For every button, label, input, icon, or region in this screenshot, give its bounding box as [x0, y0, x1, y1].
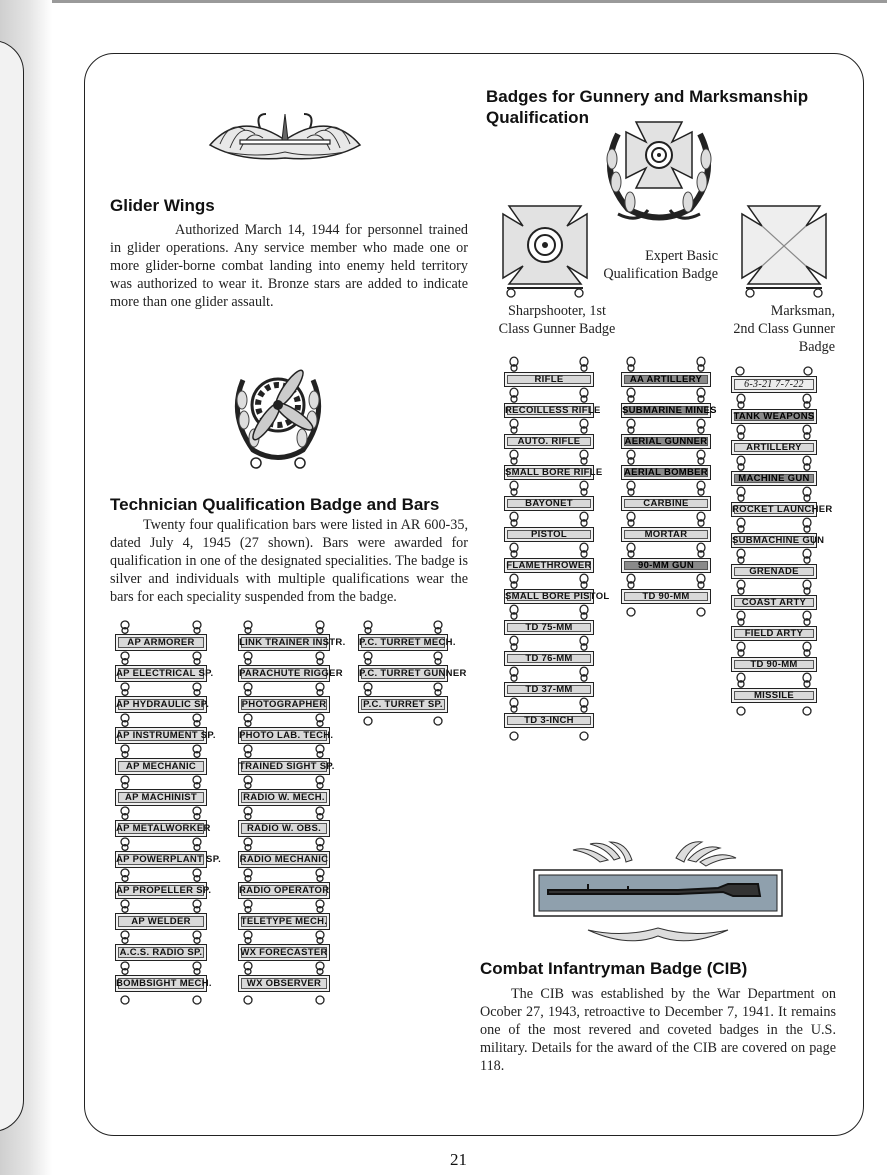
- qualification-bar-unit: [115, 775, 207, 806]
- chain-link-icon: [731, 548, 817, 564]
- qualification-bar-unit: [504, 666, 594, 697]
- page-number: 21: [450, 1150, 467, 1169]
- chain-link-icon: [115, 930, 207, 944]
- qualification-bar-unit: [238, 620, 346, 651]
- chain-link-icon: [238, 837, 330, 851]
- chain-link-icon: [504, 697, 594, 713]
- qualification-bar-unit: [504, 387, 601, 418]
- qualification-bar: SUBMARINE MINES: [622, 405, 717, 416]
- qualification-bar: RADIO W. OBS.: [238, 820, 330, 837]
- sharpshooter-badge-icon: [497, 200, 593, 300]
- qualification-bar-unit: [504, 542, 594, 573]
- qualification-bar: TELETYPE MECH.: [238, 913, 330, 930]
- qualification-bar: TANK WEAPONS: [731, 409, 817, 424]
- chain-link-icon: [238, 961, 330, 975]
- qualification-bar-unit: [504, 418, 594, 449]
- qualification-bar: PISTOL: [504, 527, 594, 542]
- qualification-bar: PHOTO LAB. TECH.: [238, 727, 330, 744]
- marksman-caption-line2: 2nd Class Gunner: [733, 321, 835, 337]
- qualification-bar-unit: [504, 573, 610, 604]
- chain-end-icon: [358, 713, 448, 723]
- marksman-caption-line3: Badge: [798, 339, 835, 355]
- qualification-bar-unit: [238, 806, 330, 837]
- chain-end-icon: [115, 992, 207, 1002]
- chain-link-icon: [115, 713, 207, 727]
- weapon-bars-column-3: [731, 393, 833, 713]
- chain-link-icon: [115, 775, 207, 789]
- qualification-bar: RADIO MECHANIC: [238, 851, 330, 868]
- qualification-bar: 90-MM GUN: [621, 558, 711, 573]
- marksman-caption-line1: Marksman,: [770, 303, 835, 319]
- qualification-bar-unit: [238, 930, 330, 961]
- qualification-bar-unit: [238, 868, 330, 899]
- qualification-bar-unit: [621, 542, 711, 573]
- qualification-bar: BOMBSIGHT MECH.: [115, 975, 207, 992]
- chain-link-icon: [621, 449, 711, 465]
- qualification-bar-unit: [731, 486, 833, 517]
- chain-link-icon: [731, 579, 817, 595]
- chain-link-icon: [115, 744, 207, 758]
- qualification-bar-unit: [621, 449, 711, 480]
- chain-link-icon: [238, 713, 330, 727]
- qualification-bar-unit: [238, 899, 330, 930]
- chain-link-icon: [115, 651, 207, 665]
- chain-link-icon: [238, 868, 330, 882]
- qualification-bar: P.C. TURRET MECH.: [358, 634, 448, 651]
- chain-link-icon: [504, 573, 594, 589]
- qualification-bar: TD 76-MM: [504, 651, 594, 666]
- weapon-date-bar: 6-3-21 7-7-22: [731, 376, 817, 393]
- sharpshooter-caption: [482, 302, 632, 338]
- qualification-bar-unit: [504, 697, 594, 728]
- cib-badge-icon: [528, 840, 788, 950]
- technician-text: Twenty four qualification bars were listed in AR 600-35, dated July 4, 1945 (27 shown). Bars were awarded for qualification in one of the designated specialities. The badge is silver and individuals with multiple qualifications wear the bars for each speciality suspended from the badge.: [110, 517, 468, 605]
- chain-link-icon: [504, 356, 594, 372]
- marksman-caption: [705, 302, 835, 356]
- chain-link-icon: [731, 393, 817, 409]
- qualification-bar: AA ARTILLERY: [621, 372, 711, 387]
- qualification-bar-unit: [238, 961, 330, 992]
- glider-wings-text: Authorized March 14, 1944 for personnel trained in glider operations. Any service member who made one or more glider-borne combat landing into enemy held territory was authorized to wear it. Bronze stars are added to indicate more than one glider assault.: [110, 222, 468, 310]
- qualification-bar-unit: [504, 480, 594, 511]
- glider-wings-title: Glider Wings: [110, 196, 215, 215]
- qualification-bar: TD 75-MM: [504, 620, 594, 635]
- qualification-bar: BAYONET: [504, 496, 594, 511]
- qualification-bar-unit: [731, 579, 817, 610]
- chain-link-icon: [115, 806, 207, 820]
- qualification-bar: COAST ARTY: [731, 595, 817, 610]
- qualification-bar-unit: [621, 480, 711, 511]
- qualification-bar: FIELD ARTY: [731, 626, 817, 641]
- qualification-bar: TD 37-MM: [504, 682, 594, 697]
- qualification-bar-unit: [115, 806, 211, 837]
- qualification-bar: GRENADE: [731, 564, 817, 579]
- chain-link-icon: [358, 620, 448, 634]
- qualification-bar: PARACHUTE RIGGER: [238, 665, 330, 682]
- gunnery-title-line1: Badges for Gunnery and Marksmanship: [486, 87, 809, 106]
- facing-page-edge: [0, 40, 24, 1132]
- qualification-bar: AP POWERPLANT SP.: [115, 851, 207, 868]
- chain-link-icon: [731, 424, 817, 440]
- qualification-bar-unit: [115, 682, 210, 713]
- qualification-bar-unit: [504, 356, 594, 387]
- qualification-bar: MISSILE: [731, 688, 817, 703]
- chain-link-icon: [731, 641, 817, 657]
- qualification-bar-unit: [621, 418, 711, 449]
- qualification-bar-unit: [621, 387, 717, 418]
- qualification-bar: WX OBSERVER: [238, 975, 330, 992]
- qualification-bar-unit: [731, 548, 817, 579]
- chain-link-icon: [115, 868, 207, 882]
- qualification-bar: RADIO W. MECH.: [238, 789, 330, 806]
- chain-link-icon: [504, 387, 594, 403]
- qualification-bar: AP ELECTRICAL SP.: [115, 665, 207, 682]
- qualification-bar: RADIO OPERATOR: [238, 882, 330, 899]
- qualification-bar-unit: [115, 651, 214, 682]
- qualification-bar-unit: [115, 930, 207, 961]
- chain-link-icon: [621, 418, 711, 434]
- chain-end-icon: [504, 728, 594, 738]
- chain-link-icon: [731, 610, 817, 626]
- qualification-bar: ROCKET LAUNCHER: [732, 504, 833, 515]
- top-rule: [52, 0, 887, 3]
- qualification-bar: SMALL BORE RIFLE: [505, 467, 603, 478]
- cib-title: Combat Infantryman Badge (CIB): [480, 959, 748, 978]
- qualification-bar: TRAINED SIGHT SP.: [238, 758, 330, 775]
- qualification-bar: RIFLE: [504, 372, 594, 387]
- qualification-bar-unit: [115, 899, 207, 930]
- chain-link-icon: [504, 635, 594, 651]
- qualification-bar: A.C.S. RADIO SP.: [115, 944, 207, 961]
- qualification-bar: SMALL BORE PISTOL: [505, 591, 610, 602]
- chain-link-icon: [731, 486, 817, 502]
- chain-link-icon: [115, 620, 207, 634]
- qualification-bar-unit: [238, 744, 335, 775]
- marksman-badge-icon: [736, 200, 832, 300]
- qualification-bar-unit: [731, 610, 817, 641]
- qualification-bar-unit: [115, 868, 212, 899]
- chain-end-icon: [238, 992, 330, 1002]
- qualification-bar-unit: [115, 713, 216, 744]
- technician-badge-icon: [228, 355, 328, 470]
- chain-link-icon: [504, 480, 594, 496]
- qualification-bar-unit: [115, 744, 207, 775]
- chain-link-icon: [621, 480, 711, 496]
- qualification-bar: AP INSTRUMENT SP.: [115, 727, 207, 744]
- qualification-bar-unit: [621, 573, 711, 604]
- weapon-bars-column-3-header: [731, 366, 817, 393]
- expert-caption-line2: Qualification Badge: [603, 266, 718, 282]
- qualification-bar-unit: [731, 424, 817, 455]
- tech-bars-column-3: [358, 620, 467, 723]
- qualification-bar: AERIAL BOMBER: [621, 465, 711, 480]
- qualification-bar-unit: [238, 713, 334, 744]
- qualification-bar-unit: [504, 604, 594, 635]
- chain-end-icon: [731, 703, 817, 713]
- qualification-bar-unit: [115, 837, 222, 868]
- qualification-bar: AP ARMORER: [115, 634, 207, 651]
- qualification-bar-unit: [504, 449, 603, 480]
- qualification-bar: AP HYDRAULIC SP.: [115, 696, 207, 713]
- weapon-bars-column-1: [504, 356, 610, 738]
- chain-link-icon: [115, 961, 207, 975]
- qualification-bar: TD 90-MM: [731, 657, 817, 672]
- sharpshooter-caption-line1: Sharpshooter, 1st: [508, 303, 606, 319]
- qualification-bar-unit: [621, 356, 711, 387]
- qualification-bar: RECOILLESS RIFLE: [505, 405, 601, 416]
- qualification-bar-unit: [358, 682, 448, 713]
- chain-link-icon: [731, 455, 817, 471]
- qualification-bar-unit: [621, 511, 711, 542]
- weapon-bars-column-2: [621, 356, 717, 614]
- qualification-bar: AERIAL GUNNER: [621, 434, 711, 449]
- glider-wings-icon: [200, 100, 370, 170]
- chain-link-icon: [358, 651, 448, 665]
- qualification-bar: WX FORECASTER: [238, 944, 330, 961]
- qualification-bar: P.C. TURRET GUNNER: [358, 665, 448, 682]
- chain-end-icon: [621, 604, 711, 614]
- qualification-bar: MACHINE GUN: [731, 471, 817, 486]
- qualification-bar-unit: [358, 620, 456, 651]
- chain-link-icon: [238, 899, 330, 913]
- qualification-bar-unit: [731, 672, 817, 703]
- chain-link-icon: [238, 775, 330, 789]
- chain-link-icon: [238, 744, 330, 758]
- qualification-bar: SUBMACHINE GUN: [732, 535, 825, 546]
- chain-link-icon: [504, 542, 594, 558]
- qualification-bar-unit: [504, 635, 594, 666]
- chain-link-icon: [504, 449, 594, 465]
- chain-link-icon: [115, 837, 207, 851]
- tech-bars-column-1: [115, 620, 222, 1002]
- qualification-bar: LINK TRAINER INSTR.: [238, 634, 330, 651]
- qualification-bar-unit: [731, 455, 817, 486]
- chain-link-icon: [238, 651, 330, 665]
- weapon-bars-column-3-hooks: [731, 366, 817, 376]
- chain-link-icon: [621, 573, 711, 589]
- chain-link-icon: [504, 511, 594, 527]
- chain-link-icon: [621, 511, 711, 527]
- chain-link-icon: [504, 666, 594, 682]
- qualification-bar: AP PROPELLER SP.: [115, 882, 207, 899]
- expert-caption-line1: Expert Basic: [645, 248, 718, 264]
- qualification-bar: AP WELDER: [115, 913, 207, 930]
- gunnery-title-line2: Qualification: [486, 108, 589, 127]
- chain-link-icon: [238, 806, 330, 820]
- chain-link-icon: [238, 930, 330, 944]
- qualification-bar: AUTO. RIFLE: [504, 434, 594, 449]
- chain-link-icon: [238, 620, 330, 634]
- qualification-bar: FLAMETHROWER: [504, 558, 594, 573]
- expert-caption: [598, 247, 718, 283]
- sharpshooter-caption-line2: Class Gunner Badge: [498, 321, 616, 337]
- chain-link-icon: [731, 517, 817, 533]
- chain-link-icon: [238, 682, 330, 696]
- chain-link-icon: [115, 682, 207, 696]
- qualification-bar-unit: [731, 517, 825, 548]
- chain-link-icon: [621, 356, 711, 372]
- qualification-bar: AP METALWORKER: [115, 820, 207, 837]
- qualification-bar-unit: [238, 837, 330, 868]
- qualification-bar-unit: [238, 775, 330, 806]
- technician-title: Technician Qualification Badge and Bars: [110, 495, 440, 514]
- chain-link-icon: [115, 899, 207, 913]
- qualification-bar-unit: [238, 682, 330, 713]
- qualification-bar: CARBINE: [621, 496, 711, 511]
- qualification-bar-unit: [731, 393, 817, 424]
- qualification-bar: AP MACHINIST: [115, 789, 207, 806]
- qualification-bar-unit: [238, 651, 343, 682]
- chain-link-icon: [621, 542, 711, 558]
- chain-link-icon: [621, 387, 711, 403]
- qualification-bar: ARTILLERY: [731, 440, 817, 455]
- qualification-bar-unit: [115, 620, 207, 651]
- qualification-bar-unit: [731, 641, 817, 672]
- chain-link-icon: [504, 604, 594, 620]
- qualification-bar: PHOTOGRAPHER: [238, 696, 330, 713]
- chain-link-icon: [731, 672, 817, 688]
- qualification-bar-unit: [504, 511, 594, 542]
- tech-bars-column-2: [238, 620, 346, 1002]
- qualification-bar: TD 3-INCH: [504, 713, 594, 728]
- qualification-bar: P.C. TURRET SP.: [358, 696, 448, 713]
- qualification-bar: TD 90-MM: [621, 589, 711, 604]
- expert-badge-icon: [598, 114, 720, 224]
- chain-link-icon: [504, 418, 594, 434]
- qualification-bar: MORTAR: [621, 527, 711, 542]
- qualification-bar-unit: [358, 651, 467, 682]
- qualification-bar-unit: [115, 961, 212, 992]
- qualification-bar: AP MECHANIC: [115, 758, 207, 775]
- chain-link-icon: [358, 682, 448, 696]
- cib-text: The CIB was established by the War Department on Ocober 27, 1943, retroactive to December 7, 1941. It remains one of the most revered and coveted badges in the U.S. military. Details for the award of the CIB are covered on page 118.: [480, 986, 836, 1074]
